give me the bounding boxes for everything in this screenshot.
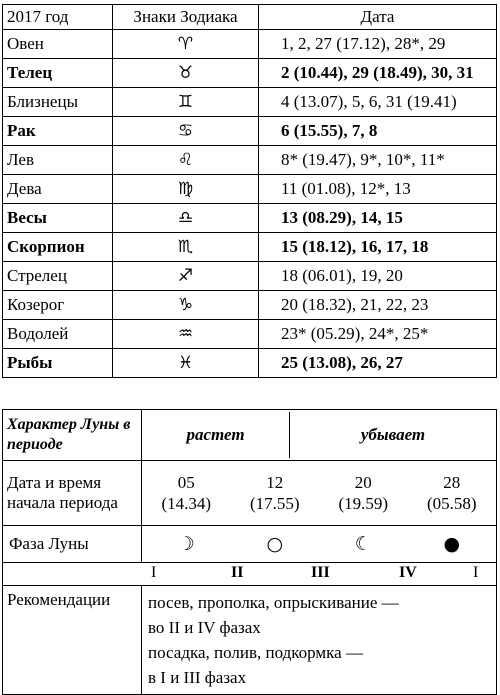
period-date-4: 28 <box>443 473 461 492</box>
zodiac-row <box>3 88 497 117</box>
sign-name: Дева <box>3 175 113 204</box>
waxing-label: растет <box>142 412 290 458</box>
phase-numeral-3: III <box>311 564 330 581</box>
full-moon-icon: ○ <box>266 532 284 555</box>
sign-dates: 23* (05.29), 24*, 25* <box>259 320 497 349</box>
phase-numeral-5: I <box>473 564 479 581</box>
recommendations-text <box>142 586 497 695</box>
sign-symbol-icon: ♑︎ <box>113 291 259 320</box>
sign-name: Стрелец <box>3 262 113 291</box>
sign-dates: 2 (10.44), 29 (18.49), 30, 31 <box>259 59 497 88</box>
sign-name: Козерог <box>3 291 113 320</box>
moon-character-cells <box>142 410 497 461</box>
zodiac-row <box>3 349 497 378</box>
sign-symbol-icon: ♍︎ <box>113 175 259 204</box>
moon-phase-row <box>3 526 497 563</box>
sign-name: Весы <box>3 204 113 233</box>
phase-numeral-2: II <box>231 564 244 581</box>
sign-name: Рыбы <box>3 349 113 378</box>
moon-phase-table <box>2 409 497 695</box>
sign-dates: 4 (13.07), 5, 6, 31 (19.41) <box>259 88 497 117</box>
recommendation-line-4: в I и III фазах <box>148 668 247 687</box>
sign-name: Скорпион <box>3 233 113 262</box>
sign-symbol-icon: ♊︎ <box>113 88 259 117</box>
sign-dates: 1, 2, 27 (17.12), 28*, 29 <box>259 30 497 59</box>
period-time-3: (19.59) <box>338 494 389 513</box>
header-date: Дата <box>259 5 497 30</box>
sign-name: Овен <box>3 30 113 59</box>
zodiac-row <box>3 59 497 88</box>
sign-name: Близнецы <box>3 88 113 117</box>
zodiac-row <box>3 175 497 204</box>
period-time-2: (17.55) <box>249 494 300 513</box>
sign-dates: 20 (18.32), 21, 22, 23 <box>259 291 497 320</box>
sign-symbol-icon: ♒︎ <box>113 320 259 349</box>
moon-character-label: Характер Луны в периоде <box>3 410 142 461</box>
moon-character-row <box>3 410 497 461</box>
zodiac-row <box>3 30 497 59</box>
sign-name: Лев <box>3 146 113 175</box>
new-moon-icon: ● <box>443 532 461 555</box>
period-start-label: Дата и время начала периода <box>3 461 142 526</box>
recommendations-label: Рекомендации <box>3 586 142 695</box>
sign-symbol-icon: ♉︎ <box>113 59 259 88</box>
zodiac-row <box>3 204 497 233</box>
waxing-crescent-icon: ☽ <box>177 532 195 555</box>
sign-dates: 18 (06.01), 19, 20 <box>259 262 497 291</box>
zodiac-calendar-table <box>2 4 497 378</box>
period-times <box>142 493 496 514</box>
sign-dates: 8* (19.47), 9*, 10*, 11* <box>259 146 497 175</box>
sign-symbol-icon: ♓︎ <box>113 349 259 378</box>
recommendation-line-1: посев, прополка, опрыскивание — <box>148 593 399 612</box>
header-year: 2017 год <box>3 5 113 30</box>
zodiac-row <box>3 291 497 320</box>
phase-numeral-4: IV <box>399 564 417 581</box>
sign-symbol-icon: ♏︎ <box>113 233 259 262</box>
moon-phase-label: Фаза Луны <box>3 526 142 563</box>
period-date-2: 12 <box>266 473 284 492</box>
period-start-row <box>3 461 497 526</box>
period-time-1: (14.34) <box>161 494 212 513</box>
sign-name: Водолей <box>3 320 113 349</box>
recommendation-line-3: посадка, полив, подкормка — <box>148 643 363 662</box>
header-zodiac-signs: Знаки Зодиака <box>113 5 259 30</box>
sign-dates: 15 (18.12), 16, 17, 18 <box>259 233 497 262</box>
period-dates <box>142 472 496 493</box>
sign-symbol-icon: ♎︎ <box>113 204 259 233</box>
moon-phase-icons <box>142 526 497 563</box>
zodiac-row <box>3 320 497 349</box>
phase-numeral-row <box>3 563 497 586</box>
zodiac-row <box>3 146 497 175</box>
sign-dates: 25 (13.08), 26, 27 <box>259 349 497 378</box>
phase-numeral-1: I <box>151 564 157 581</box>
waning-label: убывает <box>360 425 426 444</box>
period-time-4: (05.58) <box>426 494 477 513</box>
sign-symbol-icon: ♐︎ <box>113 262 259 291</box>
zodiac-row <box>3 233 497 262</box>
waning-crescent-icon: ☾ <box>354 532 372 555</box>
period-start-values <box>142 461 497 526</box>
zodiac-row <box>3 117 497 146</box>
phase-numeral-cell <box>3 563 497 586</box>
sign-name: Рак <box>3 117 113 146</box>
sign-symbol-icon: ♋︎ <box>113 117 259 146</box>
period-date-3: 20 <box>354 473 372 492</box>
recommendations-row <box>3 586 497 695</box>
recommendation-line-2: во II и IV фазах <box>148 618 261 637</box>
sign-dates: 6 (15.55), 7, 8 <box>259 117 497 146</box>
period-date-1: 05 <box>177 473 195 492</box>
zodiac-header-row <box>3 5 497 30</box>
sign-dates: 11 (01.08), 12*, 13 <box>259 175 497 204</box>
zodiac-row <box>3 262 497 291</box>
sign-dates: 13 (08.29), 14, 15 <box>259 204 497 233</box>
sign-symbol-icon: ♈︎ <box>113 30 259 59</box>
phase-numerals <box>3 563 496 585</box>
sign-name: Телец <box>3 59 113 88</box>
sign-symbol-icon: ♌︎ <box>113 146 259 175</box>
